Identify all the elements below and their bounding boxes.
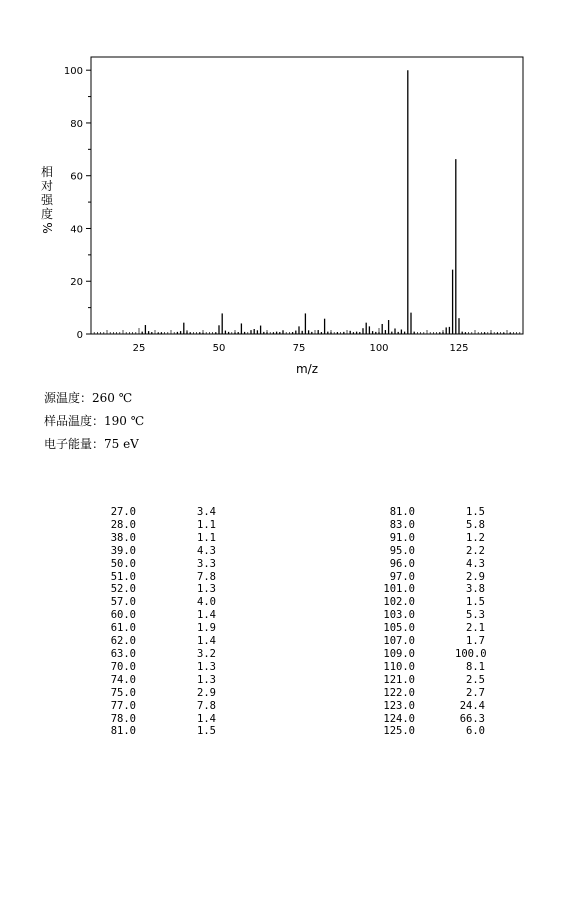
abundance-value: 5.3 (466, 609, 485, 622)
peak-table-row (100, 558, 216, 571)
abundance-value: 1.5 (466, 596, 485, 609)
mz-value: 81.0 (389, 506, 415, 518)
abundance-value: 2.5 (466, 673, 485, 686)
abundance-value: 3.8 (466, 583, 485, 596)
abundance-value: 2.7 (466, 686, 485, 699)
peak-table-left (100, 506, 216, 738)
abundance-value: 1.3 (197, 660, 216, 673)
peak-table-row (379, 725, 485, 738)
peak-table-row (379, 609, 485, 622)
abundance-value: 1.3 (197, 673, 216, 686)
peak-table-row (100, 700, 216, 713)
mz-value: 27.0 (110, 506, 136, 518)
mz-value: 62.0 (110, 635, 136, 648)
peak-table-row (379, 622, 485, 635)
abundance-value: 1.2 (466, 531, 485, 544)
peak-table-row (100, 648, 216, 661)
mz-value: 38.0 (110, 531, 136, 544)
abundance-value: 1.4 (197, 635, 216, 648)
y-tick-label: 20 (70, 277, 83, 289)
mz-value: 91.0 (389, 531, 415, 544)
peak-table-row (379, 661, 485, 674)
sample-temperature: 样品温度：190 ℃ (44, 414, 145, 428)
abundance-value: 4.3 (197, 544, 216, 557)
y-tick-label: 80 (70, 118, 83, 130)
mz-value: 39.0 (110, 544, 136, 557)
peak-table-row (100, 609, 216, 622)
peak-table-row (100, 713, 216, 726)
mz-value: 121.0 (383, 673, 415, 686)
peak-table-row (379, 583, 485, 596)
mz-value: 83.0 (389, 518, 415, 531)
peak-table-row (379, 687, 485, 700)
peak-table-row (100, 519, 216, 532)
abundance-value: 1.1 (197, 531, 216, 544)
y-axis-label-char: 对 (40, 179, 54, 193)
mz-value: 75.0 (110, 686, 136, 699)
abundance-value: 5.8 (466, 518, 485, 531)
peak-table-row (100, 687, 216, 700)
x-tick-label: 100 (369, 343, 389, 354)
electron-energy: 电子能量：75 eV (44, 437, 139, 451)
peak-table-row (100, 571, 216, 584)
peak-table-row (379, 571, 485, 584)
peak-table-row (100, 545, 216, 558)
abundance-value: 4.3 (466, 557, 485, 570)
peak-table-row (379, 700, 485, 713)
mz-value: 101.0 (383, 583, 415, 596)
y-tick-label: 60 (70, 171, 83, 183)
peak-table-row (100, 725, 216, 738)
abundance-value: 1.1 (197, 518, 216, 531)
abundance-value: 3.3 (197, 557, 216, 570)
peak-table-row (100, 661, 216, 674)
mz-value: 70.0 (110, 660, 136, 673)
peak-table-row (379, 596, 485, 609)
abundance-value: 7.8 (197, 699, 216, 712)
x-tick-label: 25 (132, 343, 146, 354)
mz-value: 63.0 (110, 647, 136, 660)
peak-table-right (379, 506, 485, 738)
x-axis-label: m/z (295, 362, 319, 376)
peak-table-row (100, 532, 216, 545)
plot-frame (91, 57, 523, 334)
abundance-value: 1.7 (466, 635, 485, 648)
abundance-value: 8.1 (466, 660, 485, 673)
mz-value: 78.0 (110, 712, 136, 725)
abundance-value: 1.9 (197, 622, 216, 635)
mz-value: 109.0 (383, 647, 415, 660)
peak-table-row (379, 648, 485, 661)
peak-table-row (379, 635, 485, 648)
peak-table-row (379, 558, 485, 571)
peak-table-row (100, 635, 216, 648)
y-axis-label-char: 强 (40, 193, 54, 207)
mz-value: 124.0 (383, 712, 415, 725)
mz-value: 122.0 (383, 686, 415, 699)
x-tick-label: 125 (449, 343, 469, 354)
x-tick-label: 75 (292, 343, 306, 354)
mz-value: 95.0 (389, 544, 415, 557)
abundance-value: 100.0 (455, 647, 487, 660)
abundance-value: 1.3 (197, 583, 216, 596)
abundance-value: 2.1 (466, 622, 485, 635)
y-tick-label: 0 (76, 330, 83, 341)
peak-table-row (379, 545, 485, 558)
y-tick-label: 100 (63, 66, 83, 78)
mz-value: 105.0 (383, 622, 415, 635)
peak-table-row (379, 506, 485, 519)
abundance-value: 66.3 (459, 712, 485, 725)
mz-value: 110.0 (383, 660, 415, 673)
peak-table-row (100, 674, 216, 687)
abundance-value: 3.4 (197, 506, 216, 518)
y-axis-label-char: 相 (40, 165, 54, 179)
source-temperature: 源温度：260 ℃ (44, 391, 133, 405)
mz-value: 60.0 (110, 609, 136, 622)
abundance-value: 1.4 (197, 609, 216, 622)
mz-value: 97.0 (389, 570, 415, 583)
mz-value: 57.0 (110, 596, 136, 609)
mz-value: 61.0 (110, 622, 136, 635)
abundance-value: 1.4 (197, 712, 216, 725)
mz-value: 102.0 (383, 596, 415, 609)
peak-table-row (100, 596, 216, 609)
abundance-value: 2.2 (466, 544, 485, 557)
y-axis-label-char: 度 (40, 207, 54, 221)
mz-value: 107.0 (383, 635, 415, 648)
abundance-value: 2.9 (197, 686, 216, 699)
abundance-value: 1.5 (197, 725, 216, 738)
abundance-value: 4.0 (197, 596, 216, 609)
abundance-value: 3.2 (197, 647, 216, 660)
mz-value: 28.0 (110, 518, 136, 531)
peak-table-row (100, 583, 216, 596)
mz-value: 125.0 (383, 725, 415, 738)
mz-value: 77.0 (110, 699, 136, 712)
peak-table-row (379, 519, 485, 532)
peak-table-row (379, 674, 485, 687)
abundance-value: 7.8 (197, 570, 216, 583)
mz-value: 50.0 (110, 557, 136, 570)
x-tick-label: 50 (212, 343, 226, 354)
y-axis-label (41, 164, 55, 234)
peak-table-row (100, 506, 216, 519)
mz-value: 74.0 (110, 673, 136, 686)
abundance-value: 6.0 (466, 725, 485, 738)
y-axis-label-char: % (41, 222, 55, 234)
mz-value: 123.0 (383, 699, 415, 712)
mz-value: 96.0 (389, 557, 415, 570)
y-tick-label: 40 (70, 224, 83, 236)
mz-value: 51.0 (110, 570, 136, 583)
mz-value: 81.0 (110, 725, 136, 738)
mz-value: 52.0 (110, 583, 136, 596)
peak-table-row (100, 622, 216, 635)
mz-value: 103.0 (383, 609, 415, 622)
abundance-value: 2.9 (466, 570, 485, 583)
peak-table-row (379, 532, 485, 545)
peak-table-row (379, 713, 485, 726)
abundance-value: 24.4 (459, 699, 485, 712)
mass-spectrum-chart (0, 0, 570, 390)
abundance-value: 1.5 (466, 506, 485, 518)
